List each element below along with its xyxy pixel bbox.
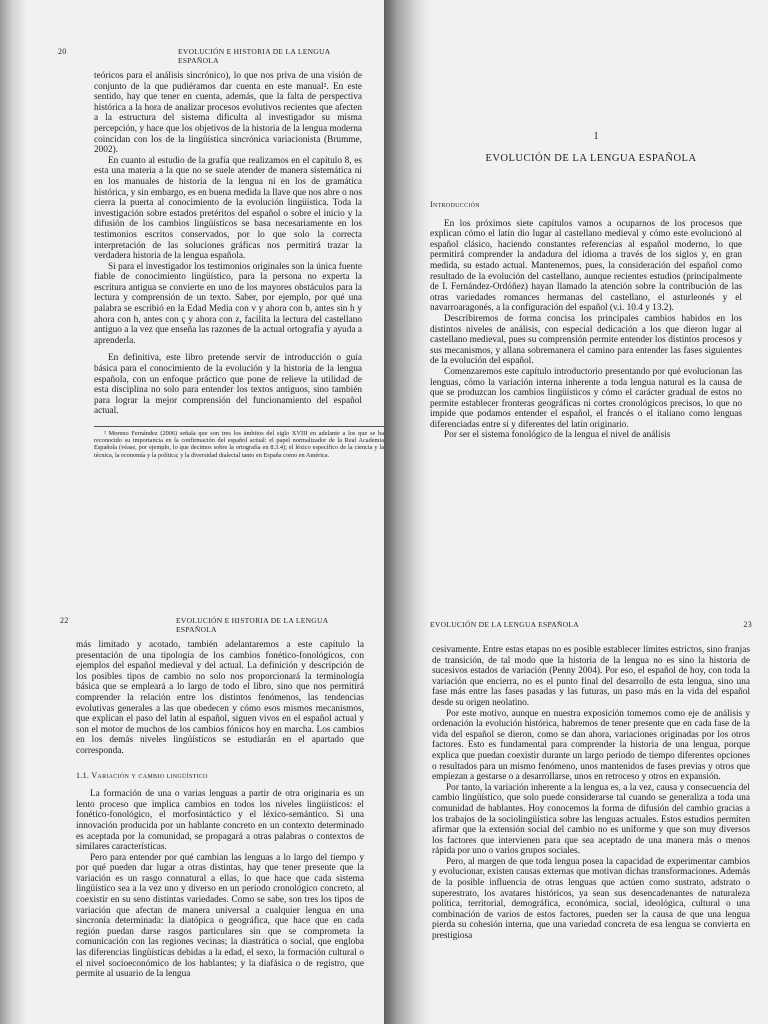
body-text (430, 200, 742, 441)
paragraph: cesivamente. Entre estas etapas no es posible establecer límites estrictos, sino franjas de transición, de tal modo que la historia de la lengua no es sino la historia de sucesivos estados de variación (Penny 2004). Por eso, el español de hoy, con toda la variación que encierra, no es el punto final del desarrollo de esta lengua, sino una fase más entre las fases pasadas y las futuras, un paso más en la vida del español desde su origen neolatino. (432, 645, 750, 708)
running-head-title: EVOLUCIÓN E HISTORIA DE LA LENGUA ESPAÑOLA (176, 616, 329, 634)
page-shadow (0, 0, 26, 512)
page-22 (0, 512, 384, 1024)
paragraph: Por este motivo, aunque en nuestra exposición tomemos como eje de análisis y ordenación la evolución histórica, habremos de tener presente que en cada fase de la vida del español se dieron, como se dan ahora, variaciones originadas por los otros factores. Esto es fundamental para comprender la historia de una lengua, porque explica que puedan coexistir durante un largo periodo de tiempo diferentes opciones o resultados para un mismo fenómeno, unos mantenidos de fases previas y otros que empiezan a gestarse o a desarrollarse, unos en retroceso y otros en expansión. (432, 708, 750, 783)
body-text (432, 645, 750, 942)
body-text (94, 71, 384, 459)
paragraph: más limitado y acotado, también adelantaremos a este capítulo la presentación de una tipología de los cambios fonético-fonológicos, con ejemplos del español medieval y del actual. La definición y descripción de los posibles tipos de cambio no solo nos proporcionará la terminología básica que se empleará a lo largo de todo el libro, sino que nos permitirá comprender la relación entre los distintos fenómenos, las tendencias evolutivas generales a las que obedecen y cómo esos mismos mecanismos, que explican el paso del latín al español, siguen vivos en el español actual y son el motor de muchos de los cambios fónicos hoy en marcha. Los cambios en los demás niveles lingüísticos se estudiarán en el apartado que corresponda. (76, 640, 364, 756)
paragraph: Pero para entender por qué cambian las lenguas a lo largo del tiempo y por qué pueden dar lugar a otras distintas, hay que tener presente que la variación es un rasgo connatural a ellas, lo que hace que cada sistema lingüístico sea a la vez uno y diverso en un período cronológico concreto, al coexistir en su seno distintas variedades. Como se sabe, son tres los tipos de variación que afectan de manera universal a cualquier lengua en una sincronía determinada: la diatópica o geográfica, que hace que en cada región puedan darse rasgos particulares sin que se comprometa la comunicación con las regiones vecinas; la diastrática o social, que engloba las diferencias lingüísticas debidas a la edad, el sexo, la formación cultural o el nivel socioeconómico de los hablantes; y la diafásica o de registro, que permite al usuario de la lengua (76, 852, 364, 980)
paragraph: Describiremos de forma concisa los principales cambios habidos en los distintos niveles de análisis, con especial dedicación a los que dieron lugar al castellano medieval, pues su comprensión permite entender los distintos procesos y sus mecanismos, y allana sobremanera el camino para entender las fases siguientes de la evolución del español. (430, 313, 742, 367)
running-head (60, 616, 364, 634)
chapter-title: EVOLUCIÓN DE LA LENGUA ESPAÑOLA (485, 153, 697, 164)
paragraph: Si para el investigador los testimonios originales son la única fuente fiable de conocimiento lingüístico, para la persona no experta la escritura antigua se convierte en uno de los mayores obstáculos para la lectura y comprensión de un texto. Saber, por ejemplo, por qué una palabra se escribió en la Edad Media con v y ahora con b, antes sin h y ahora con h, antes con ç y ahora con z, facilita la lectura del castellano antiguo a la vez que enseña las razones de la actual ortografía y ayuda a aprenderla. (94, 261, 362, 346)
page-number: 20 (58, 47, 67, 56)
paragraph: En cuanto al estudio de la grafía que realizamos en el capítulo 8, es esta una materia a la que no se suele atender de manera sistemática ni en los manuales de historia de la lengua ni en los de gramática histórica, y sin embargo, es en buena medida la llave que nos abre o nos cierra la puerta al conocimiento de la evolución lingüística. Toda la investigación sobre estados pretéritos del español o sobre el inicio y la difusión de los cambios lingüísticos se basa necesariamente en los testimonios escritos conservados, por lo que solo la correcta interpretación de las soluciones gráficas nos permitirá trazar la verdadera historia de la lengua española. (94, 155, 362, 262)
chapter-number: 1 (593, 131, 599, 142)
section-heading: Introducción (430, 200, 480, 209)
paragraph: teóricos para el análisis sincrónico), lo que nos priva de una visión de conjunto de la que pudiéramos dar cuenta en este manual². En este sentido, hay que tener en cuenta, además, que la falta de perspectiva histórica a la hora de analizar procesos evolutivos recientes que afecten a la estructura del sistema dificulta al investigador su misma percepción, y hace que los objetivos de la historia de la lengua moderna coincidan con los de la lingüística sincrónica variacionista (Brumme, 2002). (94, 71, 362, 156)
body-text (76, 640, 364, 980)
page-number: 23 (743, 620, 752, 629)
page-21 (384, 0, 768, 512)
footnote (94, 426, 384, 459)
paragraph: Comenzaremos este capítulo introductorio presentando por qué evolucionan las lenguas, cómo la variación interna inherente a toda lengua natural es la causa de que se produzcan los cambios lingüísticos y cómo el carácter gradual de estos no permite establecer fronteras geográficas ni cortes cronológicos precisos, lo que no impide que podamos entender el español, el francés o el italiano como lenguas diferenciadas entre sí y diferentes del latín originario. (430, 366, 742, 430)
running-head-title: EVOLUCIÓN DE LA LENGUA ESPAÑOLA (430, 620, 580, 629)
running-head (430, 620, 752, 629)
paragraph: Por tanto, la variación inherente a la lengua es, a la vez, causa y consecuencia del cambio lingüístico, que solo puede considerarse tal cuando se generaliza a toda una comunidad de hablantes. Hoy conocemos la forma de difusión del cambio gracias a los trabajos de la sociolingüística sobre las lenguas actuales. Estos estudios permiten afirmar que la extensión social del cambio no es uniforme y que son muy diversos los factores que intervienen para que sea aceptado de una manera más o menos rápida por uno o varios grupos sociales. (432, 782, 750, 857)
page-23 (384, 512, 768, 1024)
section-heading: 1.1. Variación y cambio lingüístico (76, 770, 208, 780)
page-number: 22 (60, 616, 69, 625)
running-head-title: EVOLUCIÓN E HISTORIA DE LA LENGUA ESPAÑOLA (178, 47, 331, 65)
page-shadow (0, 512, 26, 1024)
running-head (58, 47, 362, 65)
page-shadow (384, 512, 430, 1024)
page-20 (0, 0, 384, 512)
paragraph: Pero, al margen de que toda lengua posea la capacidad de experimentar cambios y evolucionar, existen causas externas que motivan dichas transformaciones. Además de la posible influencia de otras lenguas que actúen como sustrato, adstrato o superestrato, los avatares históricos, ya sean sus desencadenantes de naturaleza política, territorial, demográfica, económica, social, ideológica, cultural o una combinación de varios de estos factores, pueden ser la causa de que una lengua pierda su cohesión interna, que una variedad concreta de esa lengua se convierta en prestigiosa (432, 856, 750, 942)
paragraph: En los próximos siete capítulos vamos a ocuparnos de los procesos que explican cómo el latín dio lugar al castellano medieval y cómo este evolucionó al español clásico, haciendo constantes referencias al español moderno, lo que permitirá comprender la andadura del idioma a través de los siglos y, en gran medida, su estado actual. Mantenemos, pues, la consideración del español como resultado de la evolución del castellano, aunque recientes estudios (principalmente de I. Fernández-Ordóñez) hayan llamado la atención sobre la contribución de las otras variedades romances hermanas del castellano, el asturleonés y el navarroaragonés, a la configuración del español (v.i. 10.4 y 13.2). (430, 218, 742, 314)
paragraph: Por ser el sistema fonológico de la lengua el nivel de análisis (444, 430, 671, 441)
footnote-text: ² Moreno Fernández (2006) señala que son tres los ámbitos del siglo XVIII en adelante a los que se ha reconocido su importancia en la confirmación del español actual: el papel normalizador de la Real Academia Española (véase, por ejemplo, lo que decimos sobre la ortografía en 8.3.4); el léxico específico de la ciencia y la técnica, la economía y la política; y la diversidad dialectal tanto en España como en América. (94, 430, 384, 459)
page-shadow (384, 0, 430, 512)
paragraph: En definitiva, este libro pretende servir de introducción o guía básica para el conocimiento de la evolución y la historia de la lengua española, con un enfoque práctico que pone de relieve la utilidad de esta disciplina no solo para entender los textos antiguos, sino también para lograr la mejor comprensión del funcionamiento del español actual. (94, 353, 362, 417)
paragraph: La formación de una o varias lenguas a partir de otra originaria es un lento proceso que implica cambios en todos los niveles lingüísticos: el fonético-fonológico, el morfosintáctico y el léxico-semántico. Si una innovación producida por un hablante concreto en un contexto determinado es aceptada por la comunidad, se propagará a otras palabras o contextos de similares características. (76, 789, 364, 853)
